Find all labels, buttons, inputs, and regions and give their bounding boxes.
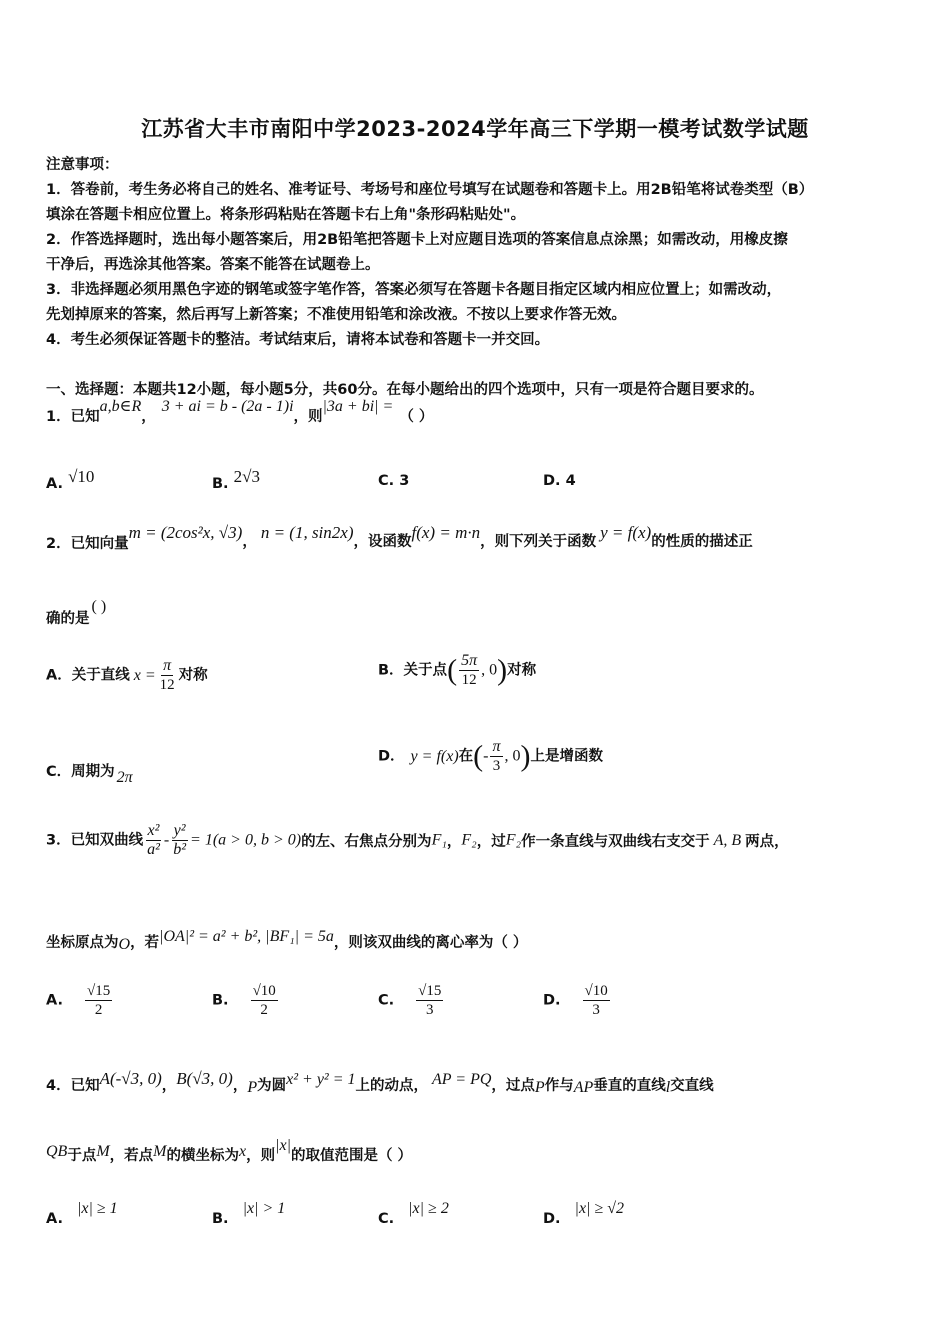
q1-option-d: D. 4 bbox=[543, 473, 576, 489]
question-4: 4．已知A(-√3, 0)，B(√3, 0)，P为圆x² + y² = 1上的动点， AP = PQ，过点P作与AP垂直的直线l交直线 bbox=[46, 1069, 714, 1096]
q3-math-cond2: |OA|² = a² + b², |BF₁| = 5a bbox=[159, 928, 334, 945]
q2-math-y: y = f(x) bbox=[600, 523, 652, 542]
q2-text-f: 确的是 bbox=[46, 611, 90, 627]
q4-option-b-value: |x| > 1 bbox=[242, 1200, 286, 1217]
q4-option-b: B.|x| > 1 bbox=[212, 1200, 286, 1227]
q2-math-m: m = (2cos²x, √3) bbox=[128, 523, 243, 542]
q3-option-d: D. $\frac{√10}{3}$ bbox=[543, 983, 608, 1018]
q2-option-b-value: , 0 bbox=[481, 661, 498, 679]
q4-option-c-value: |x| ≥ 2 bbox=[408, 1200, 449, 1217]
q4-ap-pq: AP = PQ bbox=[432, 1071, 492, 1088]
q1-text-c: ，则 bbox=[293, 409, 323, 425]
notice-line-4: 干净后，再选涂其他答案。答案不能答在试题卷上。 bbox=[46, 257, 380, 273]
question-4-cont: QB于点M，若点M的横坐标为x，则|x|的取值范围是（ ） bbox=[46, 1137, 413, 1164]
q2-option-b: B．关于点( $\frac{5\pi}{12}$ , 0)对称 bbox=[378, 652, 537, 688]
q4-option-c: C.|x| ≥ 2 bbox=[378, 1200, 449, 1227]
q3-ab: A, B bbox=[713, 831, 742, 849]
q3-f2b: F₂ bbox=[505, 831, 522, 849]
q1-math-eq: 3 + ai = b - (2a - 1)i bbox=[161, 398, 294, 415]
notice-line-5: 3．非选择题必须用黑色字迹的钢笔或签字笔作答，答案必须写在答题卡各题目指定区域内相应位置上；如需改动， bbox=[46, 282, 782, 298]
question-1 bbox=[46, 398, 434, 426]
q3-option-a: A. $\frac{√15}{2}$ bbox=[46, 983, 111, 1018]
q4-option-d: D.|x| ≥ √2 bbox=[543, 1200, 625, 1227]
q3-text-a: 3．已知双曲线 bbox=[46, 832, 144, 849]
q2-option-a: A．关于直线 x = $\frac{\pi}{12}$ 对称 bbox=[46, 657, 208, 693]
q2-option-c: C．周期为 2π bbox=[46, 764, 133, 786]
q2-text-d: ，则下列关于函数 bbox=[480, 534, 597, 550]
q2-math-n: n = (1, sin2x) bbox=[260, 523, 354, 542]
q2-option-d: D． y = f(x)在(- $\frac{\pi}{3}$ , 0)上是增函数 bbox=[378, 738, 603, 774]
q3-frac-x: $\frac{\text{x²}}{\text{a²}}$ bbox=[147, 822, 160, 858]
question-2 bbox=[46, 522, 753, 552]
q4-point-a: A(-√3, 0) bbox=[99, 1069, 162, 1088]
notice-line-6: 先划掉原来的答案，然后再写上新答案；不准使用铅笔和涂改液。不按以上要求作答无效。 bbox=[46, 307, 626, 323]
q4-ap: AP bbox=[573, 1079, 594, 1096]
q3-math-cond: = 1(a > 0, b > 0) bbox=[190, 831, 302, 849]
q1-text-a: 1．已知 bbox=[46, 409, 100, 425]
q4-m: M bbox=[96, 1143, 110, 1160]
q2-option-a-frac: $\frac{\pi}{12}$ bbox=[159, 657, 175, 693]
q4-m2: M bbox=[153, 1143, 167, 1160]
section-heading: 一、选择题：本题共12小题，每小题5分，共60分。在每小题给出的四个选项中，只有一项是符合题目要求的。 bbox=[46, 382, 764, 398]
q4-l: l bbox=[665, 1079, 671, 1096]
q4-p2: P bbox=[534, 1079, 545, 1096]
q2-text-a: 2．已知向量 bbox=[46, 536, 129, 552]
q2-option-d-func: y = f(x) bbox=[410, 747, 459, 765]
q4-option-d-value: |x| ≥ √2 bbox=[574, 1200, 625, 1217]
q2-option-c-value: 2π bbox=[116, 769, 133, 786]
q2-text-b: ， bbox=[242, 534, 257, 550]
q1-math-abs: |3a + bi| = bbox=[322, 398, 394, 415]
q3-f2: F₂ bbox=[461, 831, 477, 849]
question-3-cont: 坐标原点为O，若|OA|² = a² + b², |BF₁| = 5a，则该双曲线的离心率为（ ） bbox=[46, 928, 528, 953]
q1-option-a-value: √10 bbox=[68, 467, 95, 486]
q1-option-b-value: 2√3 bbox=[233, 467, 260, 486]
q2-paren: ( ) bbox=[91, 598, 107, 615]
q4-qb: QB bbox=[46, 1143, 68, 1160]
notice-heading: 注意事项： bbox=[46, 157, 119, 173]
notice-line-1: 1．答卷前，考生务必将自己的姓名、准考证号、考场号和座位号填写在试题卷和答题卡上。用2B铅笔将试卷类型（B） bbox=[46, 182, 814, 198]
q3-origin: O bbox=[118, 936, 131, 953]
q1-text-b: ， bbox=[141, 409, 156, 425]
q1-paren: （ ） bbox=[399, 409, 434, 425]
q4-x: x bbox=[238, 1143, 247, 1160]
notice-line-2: 填涂在答题卡相应位置上。将条形码粘贴在答题卡右上角"条形码粘贴处"。 bbox=[46, 207, 526, 223]
q4-point-b: B(√3, 0) bbox=[176, 1069, 233, 1088]
question-2-cont bbox=[46, 595, 107, 627]
q2-option-d-frac: $\frac{\pi}{3}$ bbox=[492, 738, 501, 774]
q4-circle: x² + y² = 1 bbox=[286, 1071, 356, 1088]
q3-option-c: C. $\frac{√15}{3}$ bbox=[378, 983, 442, 1018]
q3-f1: F₁ bbox=[431, 831, 447, 849]
q3-frac-y: $\frac{\text{y²}}{\text{b²}}$ bbox=[173, 822, 187, 858]
q1-option-b: B. 2√3 bbox=[212, 467, 260, 492]
notice-line-7: 4．考生必须保证答题卡的整洁。考试结束后，请将本试卷和答题卡一并交回。 bbox=[46, 332, 550, 348]
q2-option-b-frac: $\frac{5\pi}{12}$ bbox=[461, 652, 478, 688]
q2-text-e: 的性质的描述正 bbox=[651, 534, 753, 550]
q2-option-a-x: x = bbox=[133, 666, 156, 684]
q1-option-a: A. √10 bbox=[46, 467, 95, 492]
q2-text-c: ，设函数 bbox=[353, 534, 412, 550]
q1-math-ab: a,b∈R bbox=[99, 398, 142, 415]
notice-line-3: 2．作答选择题时，选出每小题答案后，用2B铅笔把答题卡上对应题目选项的答案信息点涂黑；如需改动，用橡皮擦 bbox=[46, 232, 788, 248]
q3-option-b: B. $\frac{√10}{2}$ bbox=[212, 983, 276, 1018]
question-3: 3．已知双曲线 $\frac{\text{x²}}{\text{a²}}$ - $\frac{\text{y²}}{\text{b²}}$ = 1(a > 0, b > 0)的左、右焦点分别为F₁，F₂，过F₂作一条直线与双曲线右支交于 A, B 两点， bbox=[46, 822, 789, 858]
q4-p: P bbox=[247, 1079, 258, 1096]
q2-math-f: f(x) = m·n bbox=[411, 523, 481, 542]
q4-option-a-value: |x| ≥ 1 bbox=[77, 1200, 118, 1217]
q1-option-c: C. 3 bbox=[378, 473, 410, 489]
q4-abs-x: |x| bbox=[275, 1137, 291, 1154]
q4-option-a: A.|x| ≥ 1 bbox=[46, 1200, 118, 1227]
page-title: 江苏省大丰市南阳中学2023-2024学年高三下学期一模考试数学试题 bbox=[141, 117, 809, 141]
